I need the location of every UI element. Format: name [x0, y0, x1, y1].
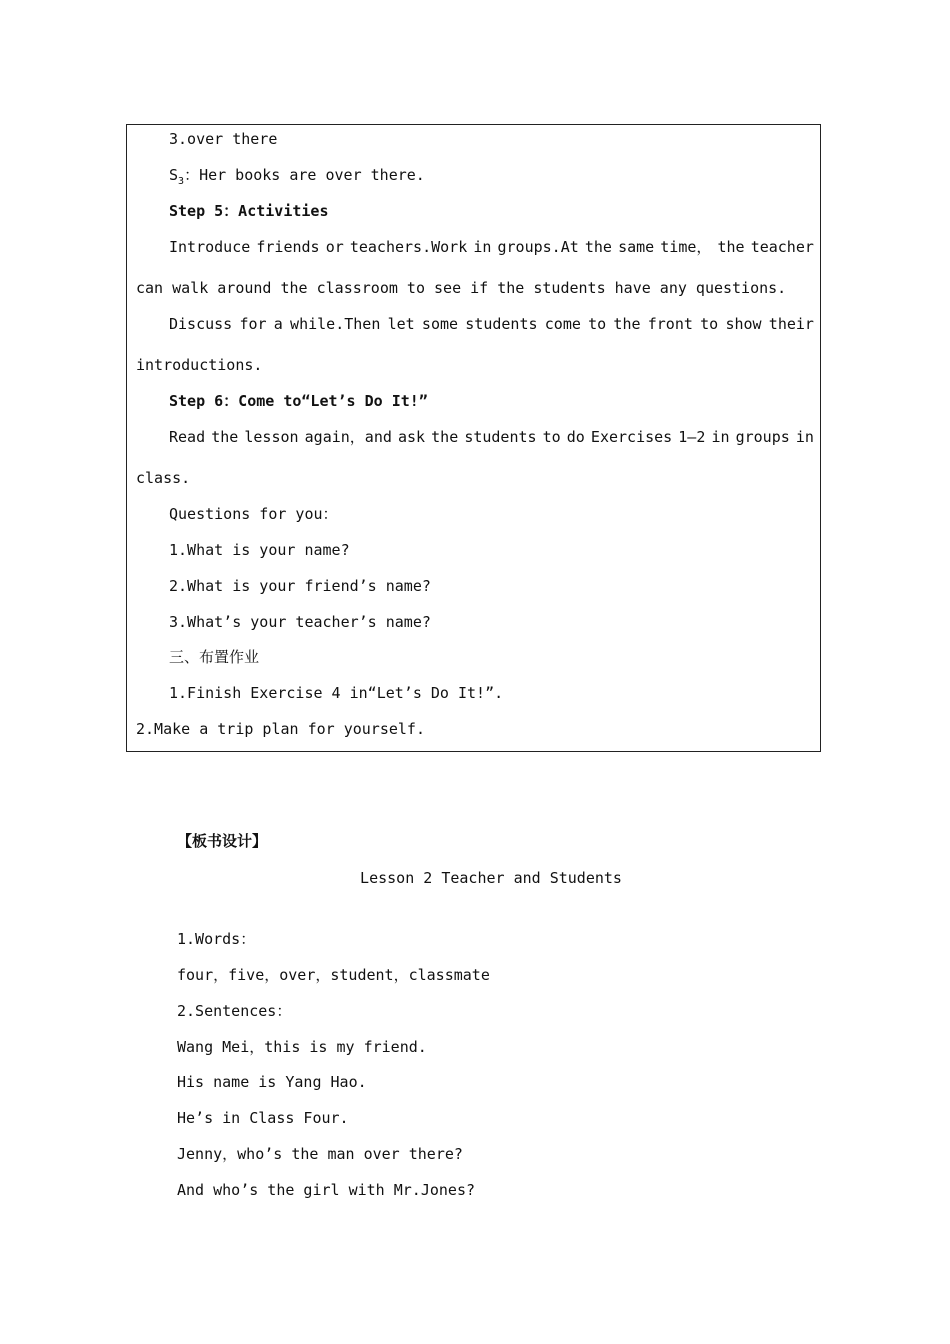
word: again，and — [304, 428, 392, 446]
word: some — [421, 315, 459, 333]
word: teachers.Work — [349, 238, 468, 256]
step-6-heading: Step 6：Come to“Let’s Do It!” — [169, 392, 428, 410]
text-line: $S_3$：Her books are over there. — [169, 166, 425, 187]
word: to — [588, 315, 607, 333]
word: Introduce — [169, 238, 251, 256]
word: students — [464, 428, 537, 446]
word: in — [795, 428, 814, 446]
board-design-heading: 【板书设计】 — [177, 832, 268, 850]
word: 1—2 — [678, 428, 706, 446]
word: Discuss — [169, 315, 233, 333]
homework-heading: 三、布置作业 — [169, 648, 260, 666]
word: the — [613, 315, 641, 333]
word: in — [473, 238, 492, 256]
text-line: class. — [136, 469, 191, 487]
word: front — [647, 315, 693, 333]
sentence-item: And who’s the girl with Mr.Jones? — [177, 1181, 476, 1199]
text-line: 3.over there — [169, 130, 278, 148]
text-line: can walk around the classroom to see if the students have any questions. — [136, 279, 787, 297]
lesson-plan-box — [126, 124, 821, 752]
word: the — [211, 428, 239, 446]
question-item: 3.What’s your teacher’s name? — [169, 613, 431, 631]
justified-line — [169, 315, 814, 333]
question-item: 2.What is your friend’s name? — [169, 577, 431, 595]
sentence-item: Jenny，who’s the man over there? — [177, 1145, 463, 1163]
words-list: four，five，over，student，classmate — [177, 966, 490, 984]
word: same — [618, 238, 655, 256]
question-item: 1.What is your name? — [169, 541, 350, 559]
word: in — [711, 428, 730, 446]
text-line: introductions. — [136, 356, 263, 374]
word: show — [725, 315, 762, 333]
justified-line — [169, 428, 814, 446]
word: the — [431, 428, 459, 446]
word: to — [700, 315, 719, 333]
word: friends — [256, 238, 320, 256]
word: lesson — [244, 428, 299, 446]
word: to — [542, 428, 561, 446]
word: for — [239, 315, 267, 333]
word: or — [325, 238, 344, 256]
homework-item: 1.Finish Exercise 4 in“Let’s Do It!”. — [169, 684, 504, 702]
lesson-title: Lesson 2 Teacher and Students — [360, 869, 622, 887]
word: groups — [735, 428, 790, 446]
word: ask — [397, 428, 426, 446]
word: while.Then — [290, 315, 381, 333]
word: time， — [660, 238, 712, 256]
sentence-item: Wang Mei，this is my friend. — [177, 1038, 427, 1056]
word: come — [544, 315, 581, 333]
sentence-item: His name is Yang Hao. — [177, 1073, 367, 1091]
word: groups.At — [497, 238, 579, 256]
word: do — [566, 428, 585, 446]
word: students — [465, 315, 538, 333]
word: Exercises — [590, 428, 673, 446]
word: their — [768, 315, 814, 333]
word: let — [387, 315, 415, 333]
step-5-heading: Step 5：Activities — [169, 202, 329, 220]
sentences-label: 2.Sentences： — [177, 1002, 292, 1020]
word: the — [717, 238, 745, 256]
homework-item: 2.Make a trip plan for yourself. — [136, 720, 425, 738]
words-label: 1.Words： — [177, 930, 256, 948]
justified-line — [169, 238, 814, 256]
questions-title: Questions for you： — [169, 505, 338, 523]
word: the — [584, 238, 612, 256]
word: teacher — [750, 238, 814, 256]
word: a — [273, 315, 283, 333]
word: Read — [169, 428, 206, 446]
sentence-item: He’s in Class Four. — [177, 1109, 349, 1127]
